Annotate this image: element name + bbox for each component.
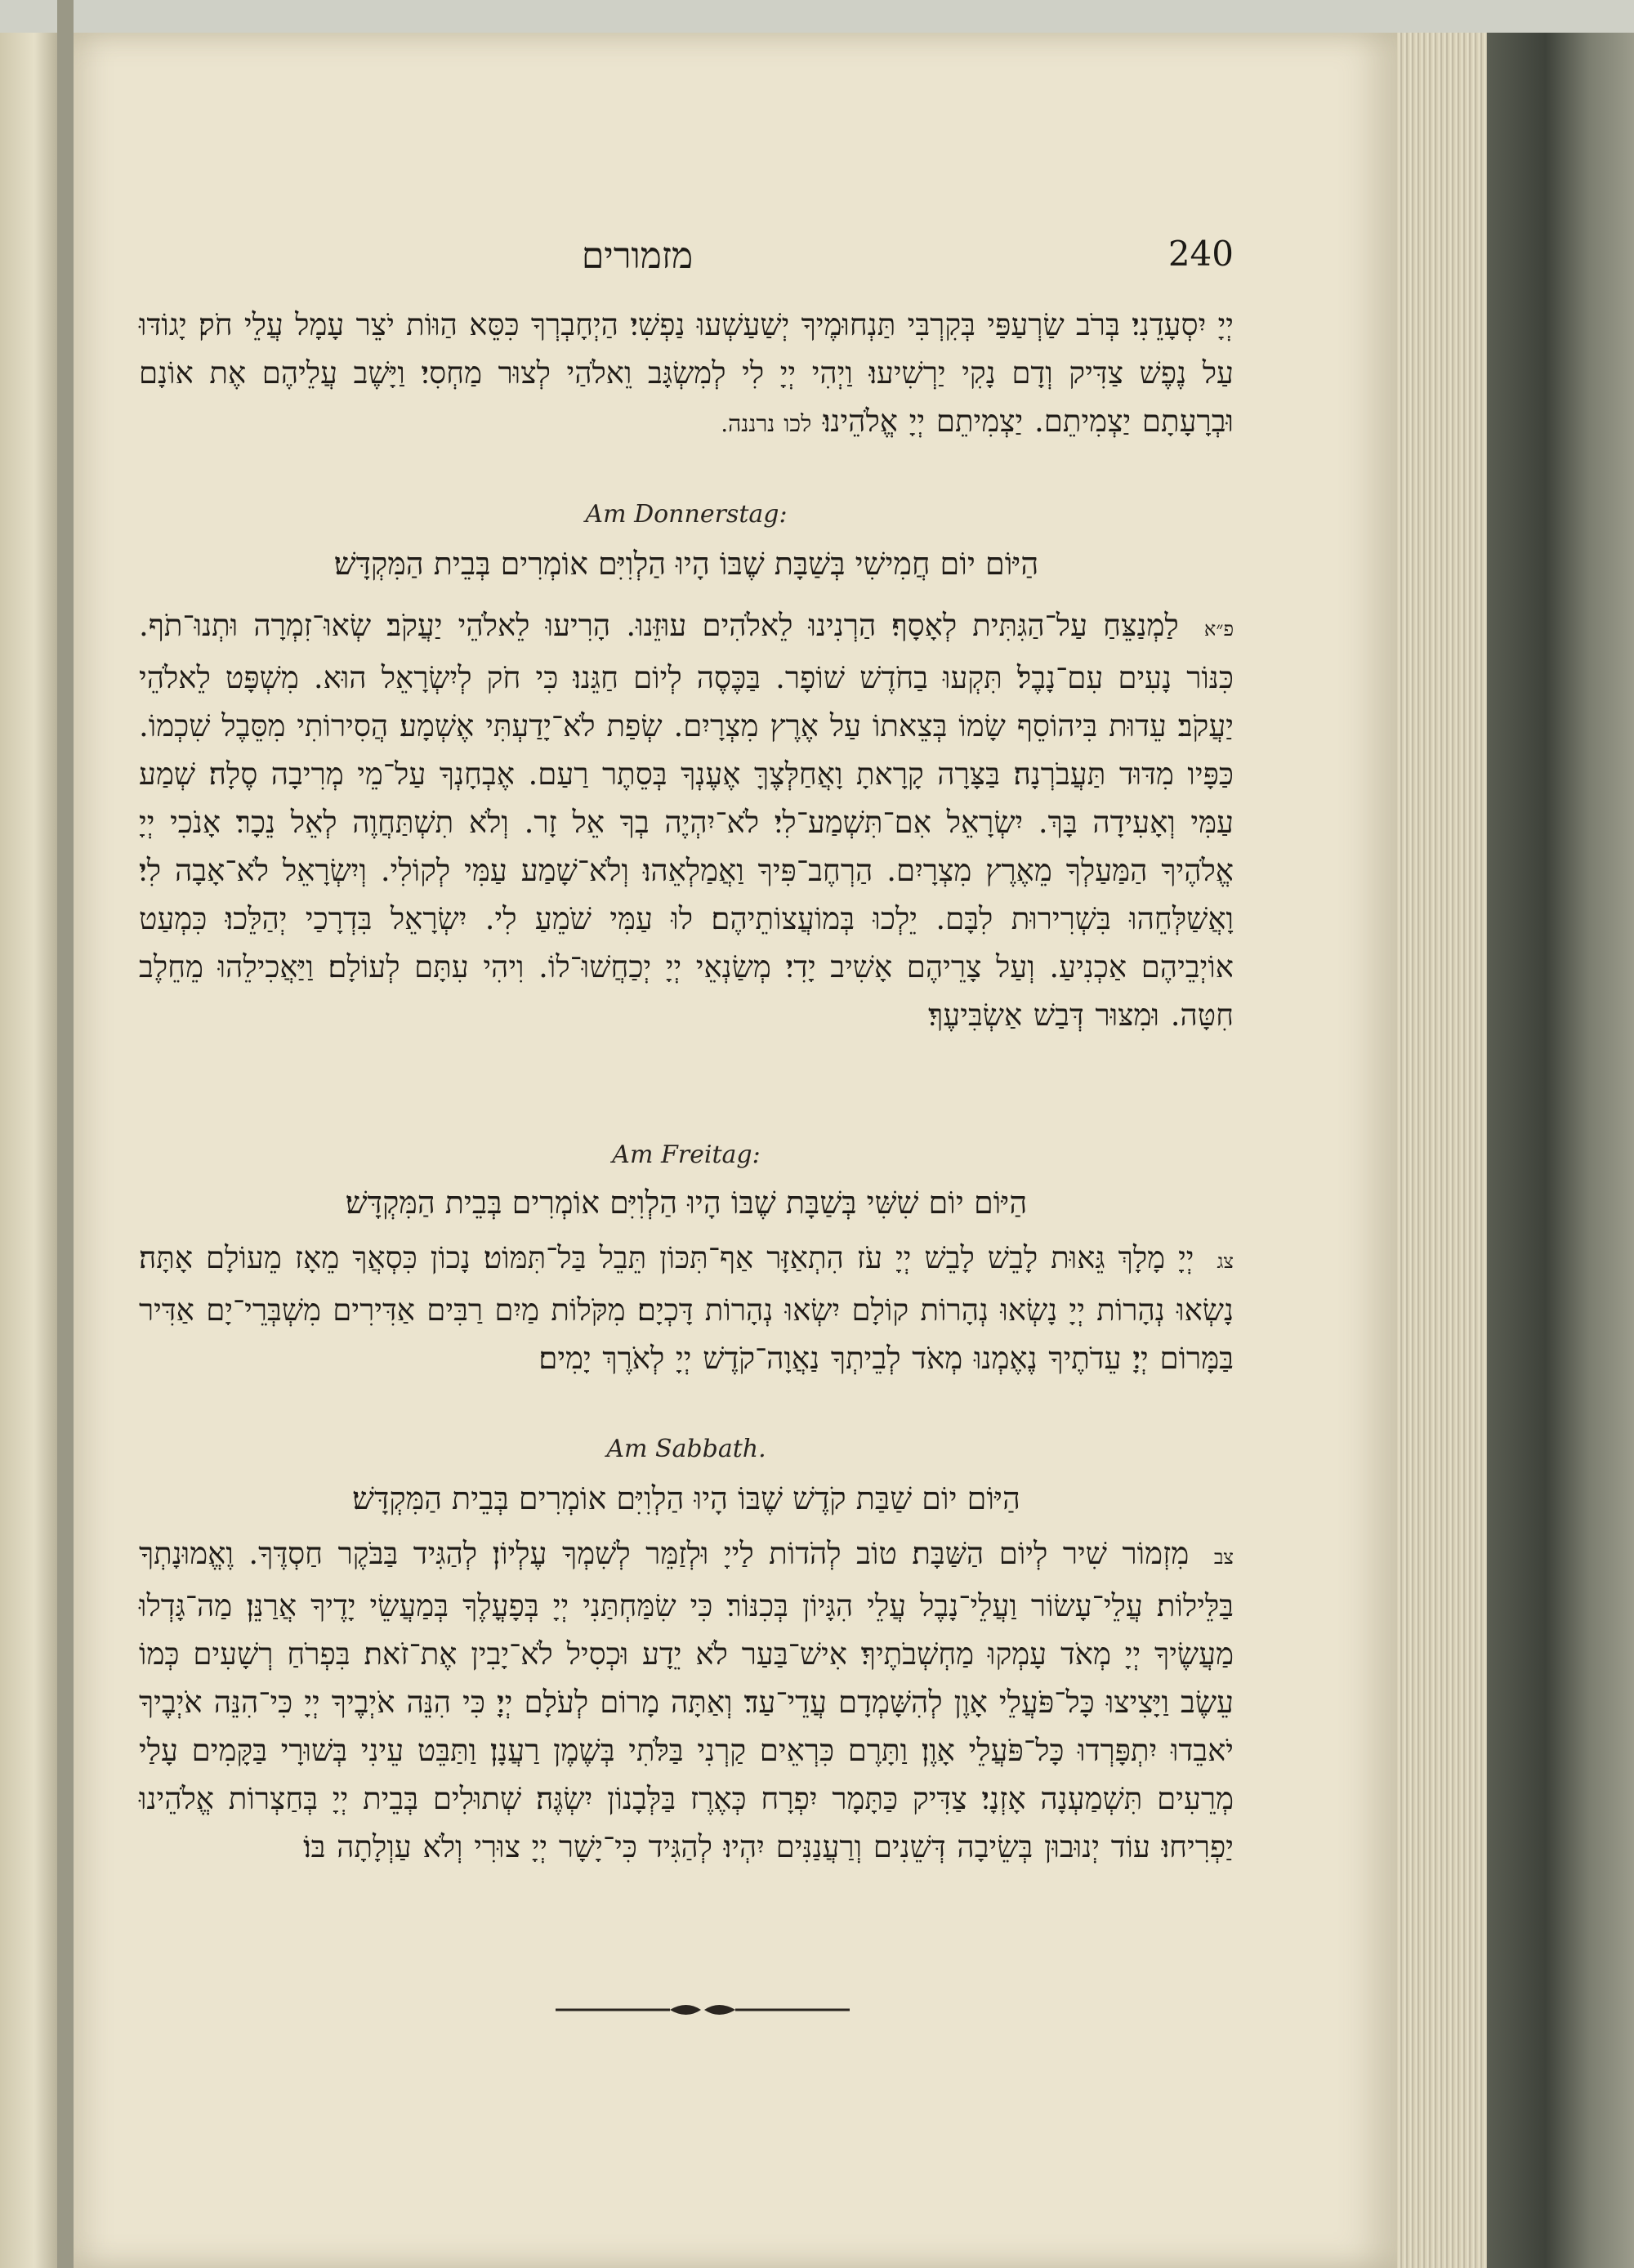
psalm-continuation-note: לכו נרננה. <box>721 410 812 437</box>
psalm-81-text: לַמְנַצֵּחַ עַל־הַגִּתִּית לְאָסָף׃ הַרְנִינוּ לֵאלֹהִים עוּזֵּנוּ. הָרִיעוּ לֵאלֹהֵי יַעֲקֹב׃ שְׂאוּ־זִמְרָה וּתְנוּ־תֹף. כִּנּוֹר נָעִים עִם־נָבֶל׃ תִּקְעוּ בַחֹדֶשׁ שׁוֹפָר. בַּכֶּסֶה לְיוֹם חַגֵּנוּ׃ כִּי חֹק לְיִשְׂרָאֵל הוּא. מִשְׁפָּט לֵאלֹהֵי יַעֲקֹב׃ עֵדוּת בִּיהוֹסֵף שָׂמוֹ בְּצֵאתוֹ עַל אֶרֶץ מִצְרָיִם. שְׂפַת לֹא־יָדַעְתִּי אֶשְׁמָע׃ הֲסִירוֹתִי מִסֵּבֶל שִׁכְמוֹ. כַּפָּיו מִדּוּד תַּעֲבֹרְנָה׃ בַּצָּרָה קָרָאתָ וָאֲחַלְּצֶךָּ אֶעֶנְךָ בְּסֵתֶר רַעַם. אֶבְחָנְךָ עַל־מֵי מְרִיבָה סֶלָה׃ שְׁמַע עַמִּי וְאָעִידָה בָּךְ. יִשְׂרָאֵל אִם־תִּשְׁמַע־לִי׃ לֹא־יִהְיֶה בְךָ אֵל זָר. וְלֹא תִשְׁתַּחֲוֶה לְאֵל נֵכָר׃ אָנֹכִי יְיָ אֱלֹהֶיךָ הַמַּעַלְךָ מֵאֶרֶץ מִצְרָיִם. הַרְחֶב־פִּיךָ וַאֲמַלְאֵהוּ׃ וְלֹא־שָׁמַע עַמִּי לְקוֹלִי. וְיִשְׂרָאֵל לֹא־אָבָה לִי׃ וָאֲשַׁלְּחֵהוּ בִּשְׁרִירוּת לִבָּם. יֵלְכוּ בְּמוֹעֲצוֹתֵיהֶם׃ לוּ עַמִּי שֹׁמֵעַ לִי. יִשְׂרָאֵל בִּדְרָכַי יְהַלֵּכוּ׃ כִּמְעַט אוֹיְבֵיהֶם אַכְנִיעַ. וְעַל צָרֵיהֶם אָשִׁיב יָדִי׃ מְשַׂנְאֵי יְיָ יְכַחֲשׁוּ־לוֹ. וִיהִי עִתָּם לְעוֹלָם׃ וַיַּאֲכִילֵהוּ מֵחֵלֶב חִטָּה. וּמִצּוּר דְּבַשׁ אַשְׂבִּיעֶךָ׃ <box>139 608 1234 1033</box>
intro-sabbath: הַיּוֹם יוֹם שַׁבַּת קֹדֶשׁ שֶׁבּוֹ הָיוּ הַלְוִיִּם אוֹמְרִים בְּבֵית הַמִּקְדָּשׁ׃ <box>352 1480 1020 1516</box>
page-edges <box>1397 33 1487 2268</box>
psalm-81-label: פ״א <box>1203 618 1234 641</box>
psalm-81 <box>139 601 1234 1039</box>
book-cover <box>1487 33 1634 2268</box>
heading-friday: Am Freitag: <box>612 1141 761 1169</box>
scan-background-top <box>0 0 1634 33</box>
page-number: 240 <box>1167 234 1234 274</box>
intro-friday: הַיּוֹם יוֹם שִׁשִּׁי בְּשַׁבָּת שֶׁבּוֹ הָיוּ הַלְוִיִּם אוֹמְרִים בְּבֵית הַמִּקְדָּשׁ׃ <box>345 1185 1028 1221</box>
psalm-92 <box>139 1529 1234 1871</box>
psalm-93-label: צג <box>1217 1250 1234 1273</box>
heading-sabbath: Am Sabbath. <box>606 1435 766 1463</box>
heading-thursday: Am Donnerstag: <box>585 500 788 529</box>
psalm-93-text: יְיָ מָלָךְ גֵּאוּת לָבֵשׁ לָבֵשׁ יְיָ עֹז הִתְאַזָּר אַף־תִּכּוֹן תֵּבֵל בַּל־תִּמּוֹט׃ נָכוֹן כִּסְאֲךָ מֵאָז מֵעוֹלָם אָתָּה׃ נָשְׂאוּ נְהָרוֹת יְיָ נָשְׂאוּ נְהָרוֹת קוֹלָם יִשְׂאוּ נְהָרוֹת דָּכְיָם׃ מִקֹּלוֹת מַיִם רַבִּים אַדִּירִים מִשְׁבְּרֵי־יָם אַדִּיר בַּמָּרוֹם יְיָ׃ עֵדֹתֶיךָ נֶאֶמְנוּ מְאֹד לְבֵיתְךָ נַאֲוָה־קֹדֶשׁ יְיָ לְאֹרֶךְ יָמִים׃ <box>139 1240 1234 1376</box>
facing-page-edge <box>0 33 60 2268</box>
psalm-continuation <box>139 301 1234 448</box>
psalm-continuation-text: יְיָ יִסְעָדֵנִי׃ בְּרֹב שַׂרְעַפַּי בְּקִרְבִּי תַּנְחוּמֶיךָ יְשַׁעַשְׁעוּ נַפְשִׁי׃ הַיְחָבְרְךָ כִּסֵּא הַוּוֹת יֹצֵר עָמָל עֲלֵי חֹק׃ יָגוֹדּוּ עַל נֶפֶשׁ צַדִּיק וְדָם נָקִי יַרְשִׁיעוּ׃ וַיְהִי יְיָ לִי לְמִשְׂגָּב וֵאלֹהַי לְצוּר מַחְסִי׃ וַיָּשֶׁב עֲלֵיהֶם אֶת אוֹנָם וּבְרָעָתָם יַצְמִיתֵם. יַצְמִיתֵם יְיָ אֱלֹהֵינוּ׃ <box>139 307 1234 439</box>
psalm-92-text: מִזְמוֹר שִׁיר לְיוֹם הַשַּׁבָּת׃ טוֹב לְהֹדוֹת לַייָ וּלְזַמֵּר לְשִׁמְךָ עֶלְיוֹן׃ לְהַגִּיד בַּבֹּקֶר חַסְדֶּךָ. וֶאֱמוּנָתְךָ בַּלֵּילוֹת׃ עֲלֵי־עָשׂוֹר וַעֲלֵי־נָבֶל עֲלֵי הִגָּיוֹן בְּכִנּוֹר׃ כִּי שִׂמַּחְתַּנִי יְיָ בְּפָעֳלֶךָ בְּמַעֲשֵׂי יָדֶיךָ אֲרַנֵּן׃ מַה־גָּדְלוּ מַעֲשֶׂיךָ יְיָ מְאֹד עָמְקוּ מַחְשְׁבֹתֶיךָ׃ אִישׁ־בַּעַר לֹא יֵדָע וּכְסִיל לֹא־יָבִין אֶת־זֹאת׃ בִּפְרֹחַ רְשָׁעִים כְּמוֹ עֵשֶׂב וַיָּצִיצוּ כָּל־פֹּעֲלֵי אָוֶן לְהִשָּׁמְדָם עֲדֵי־עַד׃ וְאַתָּה מָרוֹם לְעֹלָם יְיָ׃ כִּי הִנֵּה אֹיְבֶיךָ יְיָ כִּי־הִנֵּה אֹיְבֶיךָ יֹאבֵדוּ יִתְפָּרְדוּ כָּל־פֹּעֲלֵי אָוֶן׃ וַתָּרֶם כִּרְאֵים קַרְנִי בַּלֹּתִי בְּשֶׁמֶן רַעֲנָן׃ וַתַּבֵּט עֵינִי בְּשׁוּרָי בַּקָּמִים עָלַי מְרֵעִים תִּשְׁמַעְנָה אָזְנָי׃ צַדִּיק כַּתָּמָר יִפְרָח כְּאֶרֶז בַּלְּבָנוֹן יִשְׂגֶּה׃ שְׁתוּלִים בְּבֵית יְיָ בְּחַצְרוֹת אֱלֹהֵינוּ יַפְרִיחוּ׃ עוֹד יְנוּבוּן בְּשֵׂיבָה דְּשֵׁנִים וְרַעֲנַנִּים יִהְיוּ׃ לְהַגִּיד כִּי־יָשָׁר יְיָ צוּרִי וְלֹא עַוְלָתָה בּוֹ׃ <box>139 1536 1234 1864</box>
psalm-93 <box>139 1234 1234 1382</box>
running-head-title: מזמורים <box>581 235 694 277</box>
intro-thursday: הַיּוֹם יוֹם חֲמִישִׁי בְּשַׁבָּת שֶׁבּוֹ הָיוּ הַלְוִיִּם אוֹמְרִים בְּבֵית הַמִּקְדָּשׁ׃ <box>333 546 1039 582</box>
book-gutter <box>57 0 74 2268</box>
end-ornament-icon <box>556 1993 850 2026</box>
psalm-92-label: צב <box>1213 1546 1234 1569</box>
